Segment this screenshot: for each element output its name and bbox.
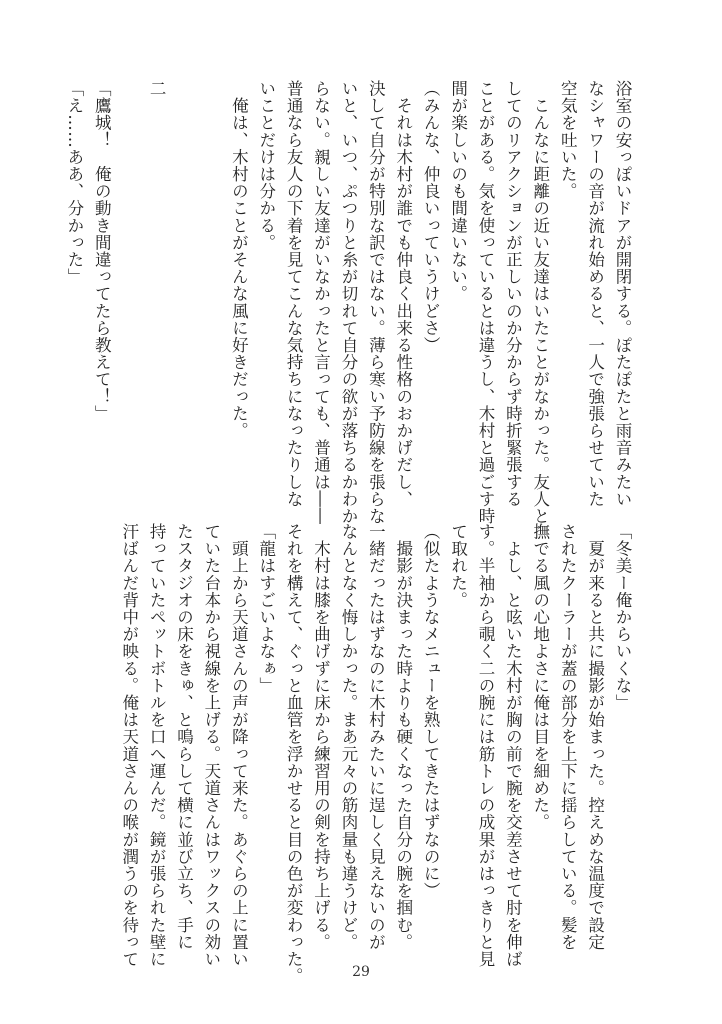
upper-text-column: それは木村が誰でも仲良く出来る性格のおかげだし、 (393, 80, 413, 508)
lower-text-column: なんとなく悔しかった。まあ元々の筋肉量も違うけど。 (338, 523, 358, 951)
lower-text-column: たスタジオの床をきゅ、と鳴らして横に並び立ち、手に (174, 523, 194, 951)
upper-text-column: 間が楽しいのも間違いない。 (448, 80, 468, 303)
lower-text-column: 撮影が決まった時よりも硬くなった自分の腕を掴む。 (393, 523, 413, 951)
page-number: 29 (352, 964, 370, 980)
lower-text-column: 夏が来ると共に撮影が始まった。控えめな温度で設定 (585, 523, 605, 951)
lower-text-column: ていた台本から視線を上げる。天道さんはワックスの効い (201, 523, 221, 968)
upper-text-column: こんなに距離の近い友達はいたことがなかった。友人と (530, 80, 550, 525)
upper-text-column (115, 80, 142, 490)
upper-text-column: （みんな、仲良いっていうけどさ） (421, 80, 441, 354)
upper-text-column: いと、いつ、ぷつりと糸が切れて自分の欲が落ちるかわか (338, 80, 358, 525)
upper-text-column: 空気を吐いた。 (558, 80, 578, 200)
upper-text-block (60, 80, 636, 525)
upper-text-column: 「鷹城！ 俺の動き間違ってたら教えて！」 (92, 80, 112, 422)
upper-text-column: 俺は、木村のことがそんな風に好きだった。 (229, 80, 249, 440)
lower-text-column: されたクーラーが蓋の部分を上下に揺らしている。髪を (558, 523, 578, 951)
upper-text-column: 「え……ああ、分かった」 (64, 80, 84, 286)
upper-text-column: いことだけは分かる。 (256, 80, 276, 251)
lower-text-column: 「冬美ー俺からいくな」 (613, 523, 632, 712)
lower-text-column: 撫でる風の心地よさに俺は目を細めた。 (530, 523, 550, 831)
lower-text-column: 汗ばんだ背中が映る。俺は天道さんの喉が潤うのを待って (119, 523, 139, 968)
lower-text-column: よし、と呟いた木村が胸の前で腕を交差させて肘を伸ば (503, 523, 523, 968)
upper-text-column: してのリアクションが正しいのか分からず時折緊張する (503, 80, 523, 508)
upper-text-column (198, 80, 225, 490)
lower-text-column: す。半袖から覗く二の腕には筋トレの成果がはっきりと見 (475, 523, 495, 968)
upper-text-column (170, 80, 197, 490)
upper-text-column: なシャワーの音が流れ始めると、一人で強張らせていた (585, 80, 605, 508)
upper-text-column: 決して自分が特別な訳ではない。薄ら寒い予防線を張らな (366, 80, 386, 525)
upper-text-column: 普通なら友人の下着を見てこんな気持ちになったりしな (284, 80, 304, 508)
upper-text-column: 二 (147, 80, 167, 98)
upper-text-column: らない。親しい友達がいなかったと言っても、普通は―― (311, 80, 331, 525)
lower-text-column: 「龍はすごいよなぁ」 (256, 523, 276, 694)
lower-text-column: 木村は膝を曲げずに床から練習用の剣を持ち上げる。 (311, 523, 331, 951)
lower-text-column: て取れた。 (448, 523, 468, 609)
lower-text-column: 頭上から天道さんの声が降って来た。あぐらの上に置い (229, 523, 249, 968)
upper-text-column: ことがある。気を使っているとは違うし、木村と過ごす時 (475, 80, 495, 525)
lower-text-column: （似たようなメニューを熟してきたはずなのに） (421, 523, 441, 900)
lower-text-column: 一緒だったはずなのに木村みたいに逞しく見えないのが (366, 523, 386, 951)
lower-text-column: 持っていたペットボトルを口へ運んだ。鏡が張られた壁に (147, 523, 167, 968)
upper-text-column: 浴室の安っぽいドアが開閉する。ぽたぽたと雨音みたい (613, 80, 632, 508)
lower-text-column: それを構えて、ぐっと血管を浮かせると目の色が変わった。 (284, 523, 304, 985)
